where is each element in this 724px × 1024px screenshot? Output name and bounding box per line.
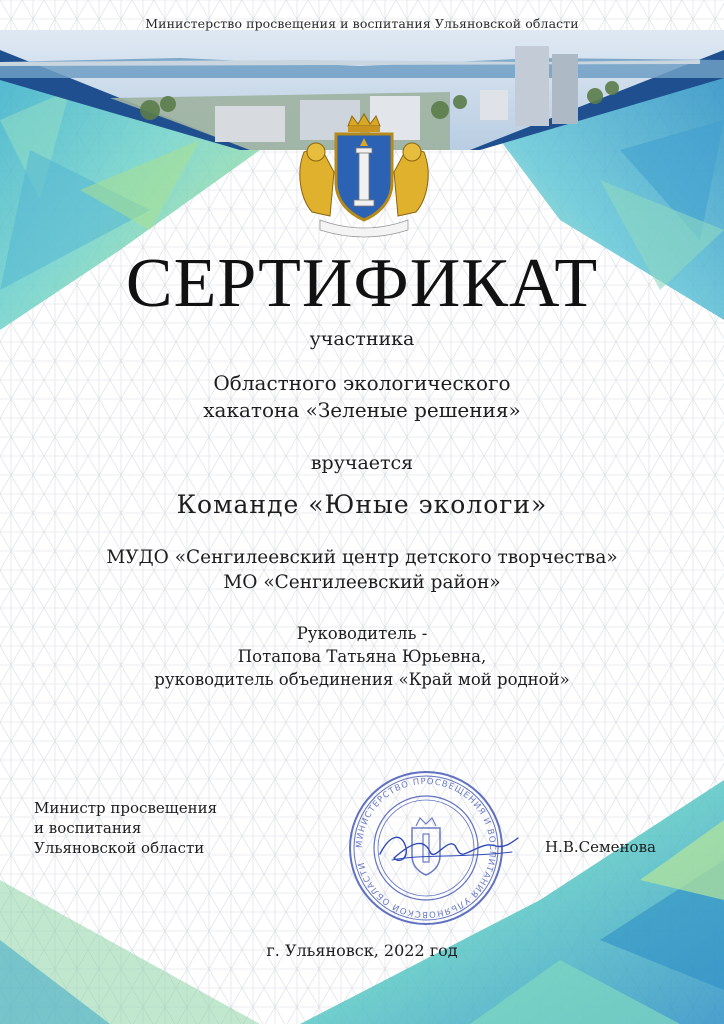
minister-title-line-2: и воспитания — [34, 819, 142, 837]
certificate-title: СЕРТИФИКАТ — [125, 245, 599, 322]
leader-line-3: руководитель объединения «Край мой родной» — [154, 670, 570, 689]
leader-info — [0, 622, 724, 691]
coat-of-arms-icon — [290, 112, 438, 244]
event-line-1: Областного экологического — [213, 371, 511, 395]
event-line-2: хакатона «Зеленые решения» — [203, 398, 521, 422]
event-name — [0, 370, 724, 424]
signatory-name: Н.В.Семенова — [545, 838, 656, 856]
city-year: г. Ульяновск, 2022 год — [266, 941, 458, 960]
organization-line-2: МО «Сенгилеевский район» — [223, 572, 501, 593]
organization-line-1: МУДО «Сенгилеевский центр детского творчества» — [106, 547, 618, 568]
minister-title-line-3: Ульяновской области — [34, 839, 205, 857]
organization — [0, 545, 724, 595]
stamp-ring-text: МИНИСТЕРСТВО ПРОСВЕЩЕНИЯ И ВОСПИТАНИЯ УЛЬЯНОВСКОЙ ОБЛАСТИ — [354, 776, 498, 920]
team-name: Команде «Юные экологи» — [176, 490, 548, 519]
minister-title-line-1: Министр просвещения — [34, 799, 218, 817]
leader-line-1: Руководитель - — [296, 624, 428, 643]
minister-title — [34, 798, 217, 858]
signature-icon — [372, 824, 522, 872]
leader-line-2: Потапова Татьяна Юрьевна, — [237, 647, 487, 666]
awarded-label: вручается — [310, 452, 414, 474]
ministry-header: Министерство просвещения и воспитания Ульяновской области — [145, 16, 579, 31]
participant-label: участника — [309, 328, 415, 350]
